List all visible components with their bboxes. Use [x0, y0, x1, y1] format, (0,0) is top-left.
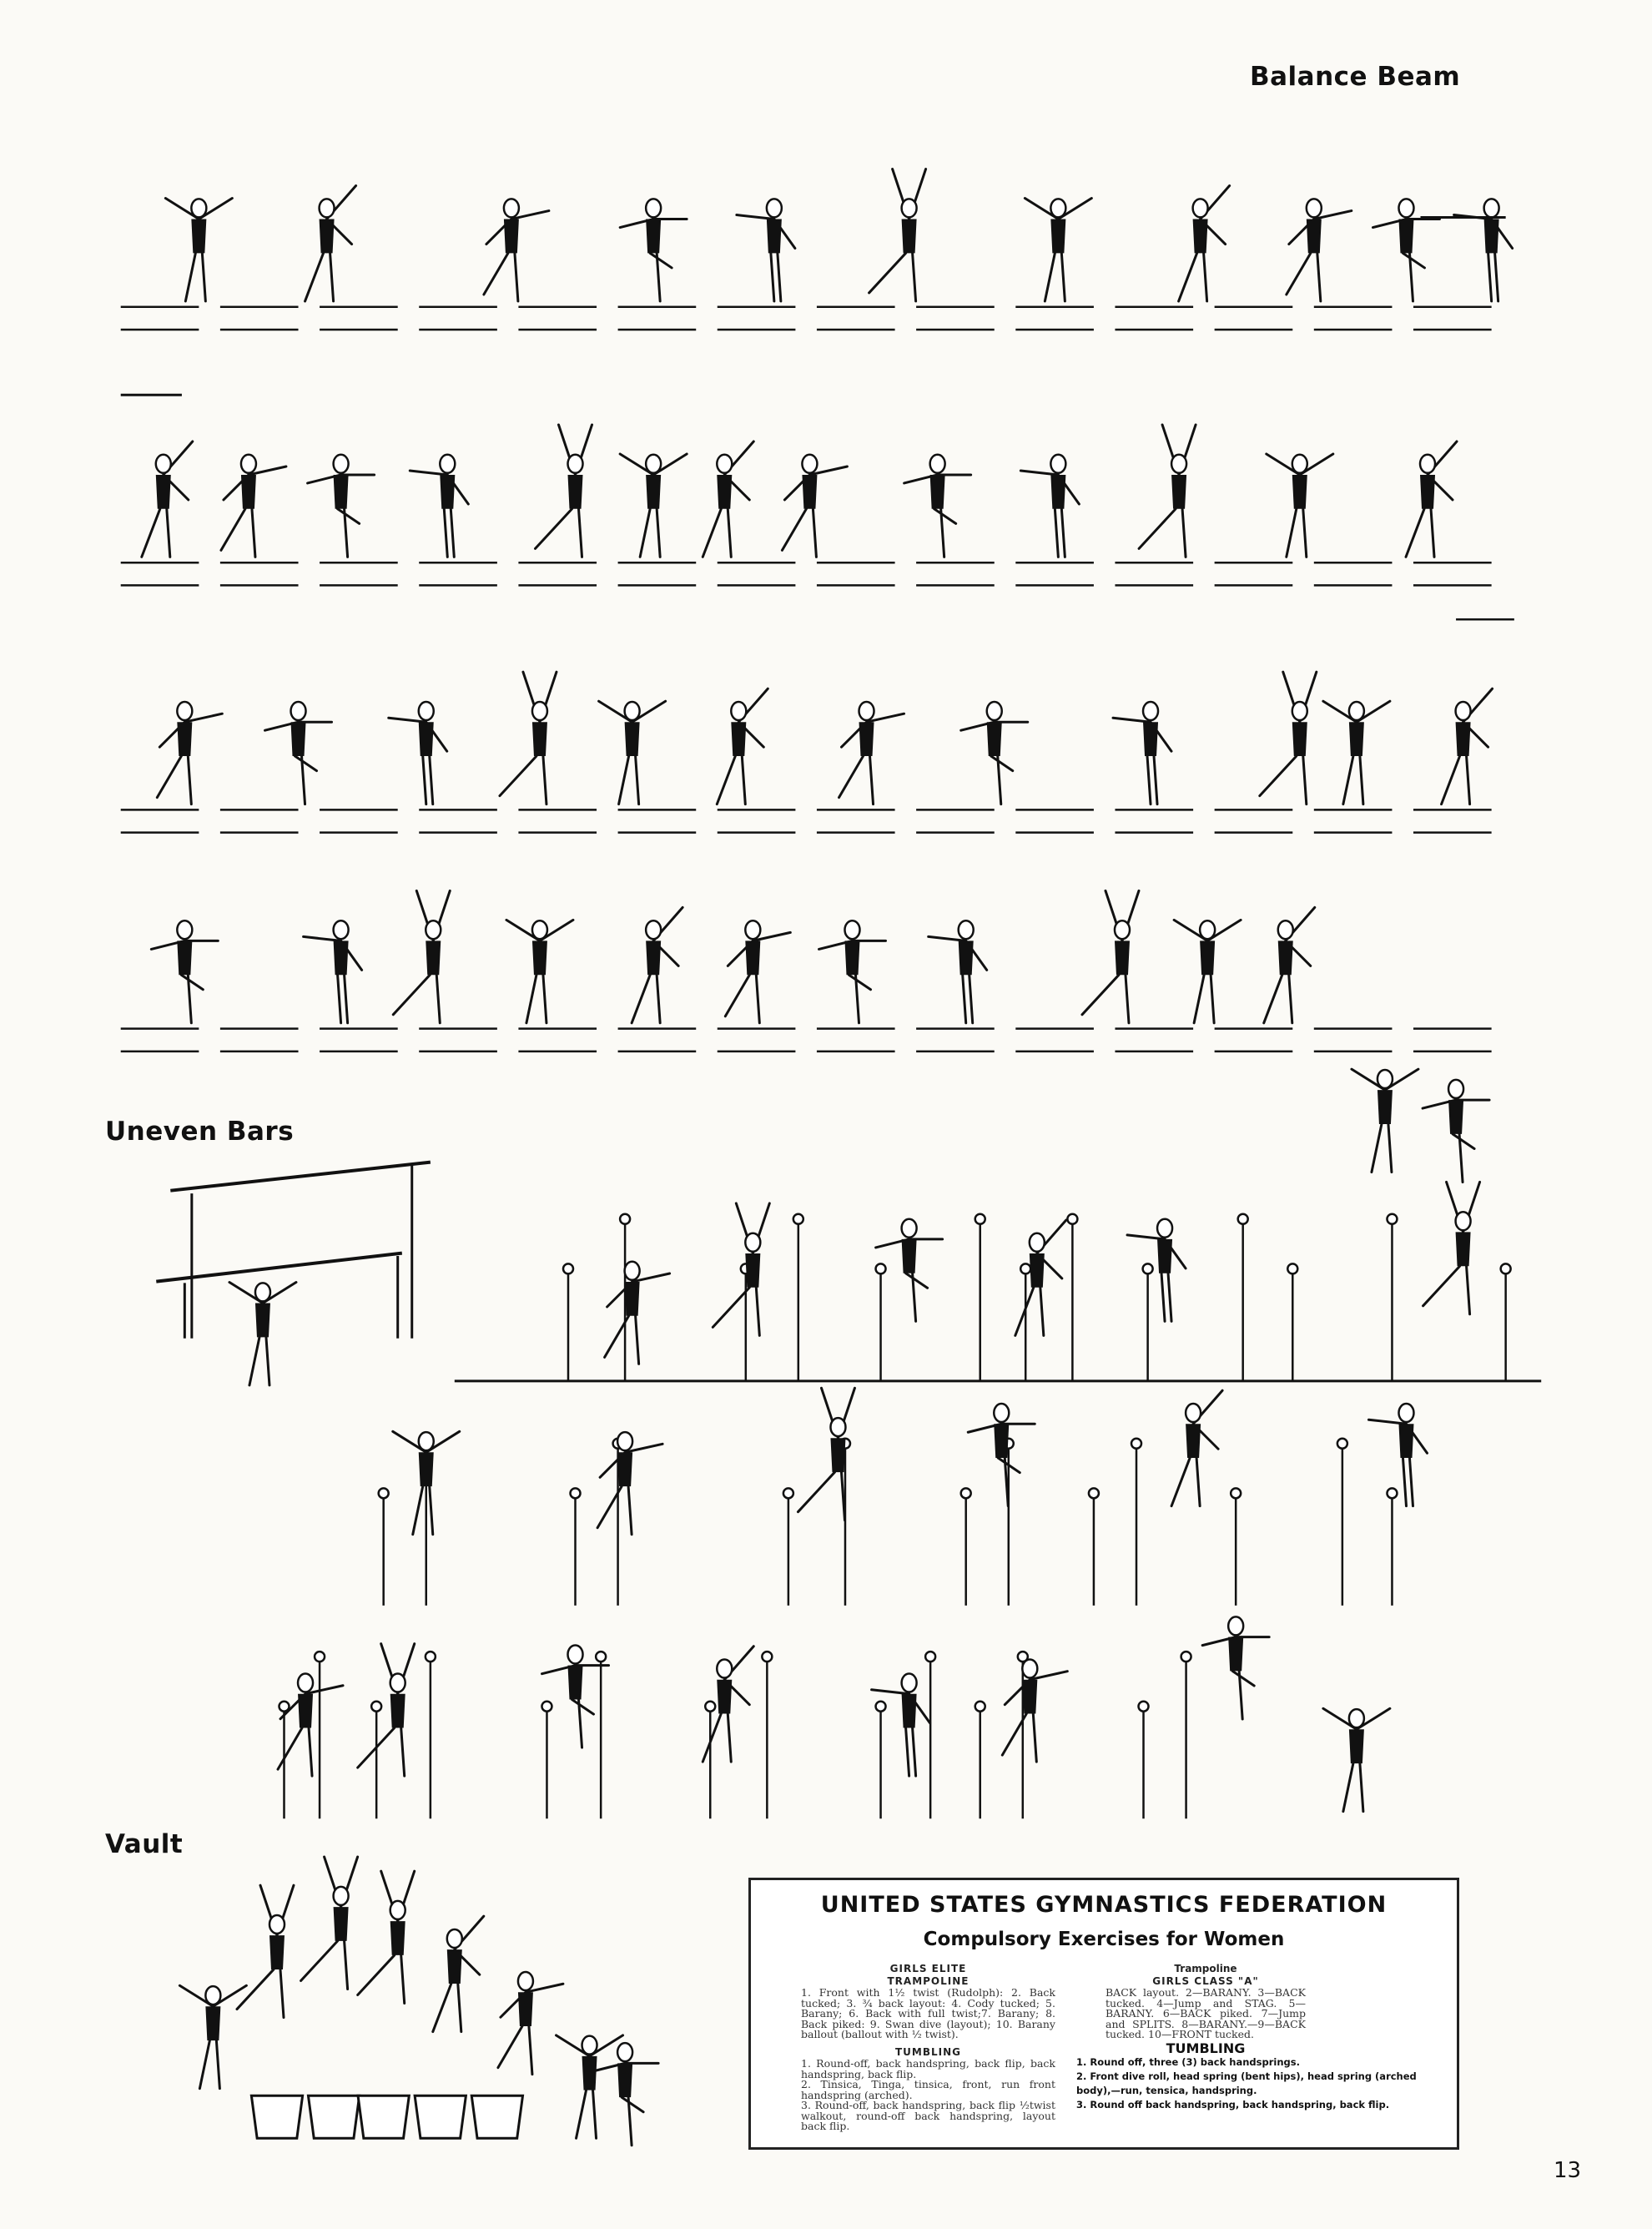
bar-top — [1387, 1488, 1397, 1498]
compulsory-exercises-box — [748, 1878, 1459, 2150]
class-a-trampoline-heading: Trampoline — [1174, 1963, 1237, 1974]
bar-top — [1337, 1439, 1347, 1449]
bar-top — [876, 1702, 886, 1712]
girls-class-a-column — [1076, 1962, 1417, 2112]
gymnast-figure — [599, 701, 666, 804]
box-subtitle: Compulsory Exercises for Women — [923, 1929, 1285, 1950]
gymnast-figure — [265, 702, 332, 804]
bar-top — [1067, 1214, 1077, 1224]
gymnast-figure — [1260, 672, 1317, 804]
bar-top — [1089, 1488, 1099, 1498]
gymnast-figure — [358, 1644, 415, 1776]
girls-elite-heading: GIRLS ELITE — [889, 1963, 967, 1974]
class-a-tumbling-item: 3. Round off back handspring, back handspring, back flip. — [1076, 2099, 1390, 2110]
gymnast-figure — [151, 920, 218, 1023]
gymnast-figure — [157, 702, 222, 804]
vault-horse — [415, 2095, 466, 2138]
gymnast-figure — [304, 920, 362, 1023]
gymnast-figure — [1454, 199, 1513, 301]
gymnast-figure — [358, 1871, 415, 2003]
gymnast-figure — [968, 1404, 1035, 1506]
gymnast-figure — [1264, 907, 1315, 1022]
elite-tumbling-item: 2. Tinsica, Tinga, tinsica, front, run front handspring (arched). — [801, 2078, 1055, 2101]
vault-horse — [471, 2095, 522, 2138]
gymnast-figure — [869, 169, 926, 301]
bar-top — [1238, 1214, 1248, 1224]
gymnast-figure — [179, 1985, 246, 2088]
gymnast-figure — [1025, 199, 1091, 301]
bar-top — [793, 1214, 803, 1224]
gymnast-figure — [1372, 199, 1439, 301]
gymnast-figure — [506, 920, 573, 1022]
gymnast-figure — [393, 890, 450, 1022]
bar-top — [426, 1652, 436, 1662]
gymnast-figure — [605, 1262, 670, 1364]
gymnast-figure — [737, 199, 795, 301]
gymnast-figure — [221, 455, 286, 557]
bar-top — [1501, 1263, 1511, 1273]
gymnast-figure — [165, 199, 232, 301]
section-title-vault: Vault — [105, 1829, 184, 1859]
bar-top — [1287, 1263, 1297, 1273]
gymnast-figure — [1015, 1220, 1066, 1335]
gymnast-figure — [433, 1916, 484, 2031]
gymnast-figure — [632, 907, 682, 1022]
gymnast-figure — [929, 920, 987, 1023]
class-a-tumbling-heading: TUMBLING — [1166, 2040, 1246, 2056]
bar-top — [563, 1263, 573, 1273]
class-a-tumbling-list — [1076, 2055, 1427, 2112]
gymnast-figure — [1352, 1069, 1418, 1172]
bar-top — [925, 1652, 935, 1662]
gymnast-figure — [725, 920, 790, 1023]
gymnast-figure — [1267, 454, 1333, 557]
gymnast-figure — [1020, 455, 1079, 557]
elite-tumbling-item: 1. Round-off, back handspring, back flip, back handspring, back flip. — [801, 2057, 1055, 2080]
gymnast-figure — [1174, 920, 1241, 1022]
gymnast-figure — [798, 1388, 854, 1520]
bar-top — [620, 1214, 630, 1224]
gymnast-figure — [1423, 1182, 1480, 1314]
gymnast-figure — [410, 455, 468, 557]
bar-top — [975, 1214, 985, 1224]
bar-top — [705, 1702, 715, 1712]
bar-top — [1020, 1263, 1030, 1273]
bar-top — [379, 1488, 389, 1498]
bar-top — [571, 1488, 581, 1498]
bar-top — [762, 1652, 772, 1662]
gymnast-figure — [1368, 1404, 1427, 1506]
class-a-tumbling-item: 1. Round off, three (3) back handsprings. — [1076, 2056, 1300, 2068]
gymnast-figure — [1202, 1616, 1269, 1719]
bar-top — [541, 1702, 552, 1712]
elite-trampoline-heading: TRAMPOLINE — [887, 1974, 970, 1987]
bar-top — [280, 1702, 290, 1712]
elite-tumbling-heading: TUMBLING — [894, 2045, 962, 2058]
gymnast-figure — [278, 1674, 343, 1777]
bar-top — [596, 1652, 606, 1662]
section-title-balance-beam: Balance Beam — [1250, 62, 1461, 92]
gymnast-figure — [500, 672, 557, 804]
gymnast-figure — [389, 702, 447, 804]
gymnast-figure — [839, 702, 904, 804]
gymnast-figure — [819, 920, 886, 1023]
section-title-uneven-bars: Uneven Bars — [105, 1117, 295, 1147]
bar-top — [1181, 1652, 1191, 1662]
gymnast-figure — [142, 441, 193, 557]
gymnast-figure — [484, 199, 549, 301]
bar-top — [876, 1263, 886, 1273]
high-bar — [170, 1162, 431, 1191]
gymnast-figure — [782, 455, 847, 557]
gymnast-figure — [620, 454, 687, 557]
gymnast-figure — [1423, 1080, 1489, 1183]
gymnast-figure — [717, 688, 768, 804]
gymnast-figure — [1287, 199, 1352, 301]
gymnast-figure — [308, 455, 375, 557]
gymnast-figure — [1002, 1660, 1067, 1763]
bar-top — [1387, 1214, 1397, 1224]
bar-top — [961, 1488, 971, 1498]
vault-horse — [358, 2095, 409, 2138]
gymnast-figure — [1127, 1219, 1186, 1322]
gymnast-figure — [557, 2035, 623, 2138]
vault-horse — [251, 2095, 302, 2138]
low-bar — [156, 1253, 402, 1282]
bar-top — [371, 1702, 381, 1712]
box-title: UNITED STATES GYMNASTICS FEDERATION — [820, 1892, 1388, 1918]
gymnast-figure — [703, 441, 753, 557]
gymnast-figure — [1442, 688, 1493, 804]
gymnast-figure — [536, 425, 592, 557]
gymnast-figure — [229, 1283, 296, 1385]
gymnast-figure — [620, 199, 687, 301]
gymnast-figure — [1179, 186, 1230, 301]
class-a-trampoline-text: BACK layout. 2—BARANY. 3—BACK tucked. 4—Jump and STAG. 5—BARANY. 6—BACK piked. 7—Jump and SPLITS. 8—BARANY.—9—BACK tucked. 10—FRONT tucked. — [1106, 1986, 1306, 2040]
elite-trampoline-text: 1. Front with 1½ twist (Rudolph): 2. Back tucked; 3. ¾ back layout: 4. Cody tucked; 5. Barany; 6. Back with full twist;7. Barany; 8. Back piked: 9. Swan dive (layout); 10. Barany ballout (ballout with ½ twist). — [801, 1986, 1055, 2040]
gymnast-figure — [904, 455, 971, 557]
gymnast-figure — [1082, 890, 1139, 1022]
gymnast-figure — [1323, 701, 1390, 804]
gymnast-figure — [498, 1972, 563, 2075]
girls-elite-column — [801, 1962, 1055, 2132]
gymnast-figure — [1139, 425, 1196, 557]
bar-top — [1139, 1702, 1149, 1712]
bar-top — [975, 1702, 985, 1712]
gymnast-figure — [1171, 1390, 1222, 1505]
elite-tumbling-item: 3. Round-off, back handspring, back flip ½twist walkout, round-off back handspring, layout back flip. — [801, 2099, 1055, 2132]
vault-horse — [308, 2095, 359, 2138]
gymnast-figure — [961, 702, 1028, 804]
class-a-tumbling-item: 2. Front dive roll, head spring (bent hips), head spring (arched body),—run, tensica, handspring. — [1076, 2070, 1417, 2096]
gymnast-figure — [237, 1885, 294, 2017]
gymnast-figure — [1113, 702, 1171, 804]
bar-top — [783, 1488, 793, 1498]
bar-top — [1131, 1439, 1141, 1449]
bar-top — [1231, 1488, 1241, 1498]
gymnast-figure — [301, 1857, 358, 1989]
bar-top — [1143, 1263, 1153, 1273]
gymnast-figure — [1406, 441, 1457, 557]
gymnast-figure — [592, 2043, 658, 2146]
gymnast-figure — [597, 1432, 662, 1535]
page-number: 13 — [1554, 2158, 1582, 2183]
bar-top — [315, 1652, 325, 1662]
gymnast-figure — [305, 186, 356, 301]
girls-class-a-heading: GIRLS CLASS "A" — [1152, 1974, 1259, 1987]
gymnast-figure — [1323, 1708, 1390, 1811]
